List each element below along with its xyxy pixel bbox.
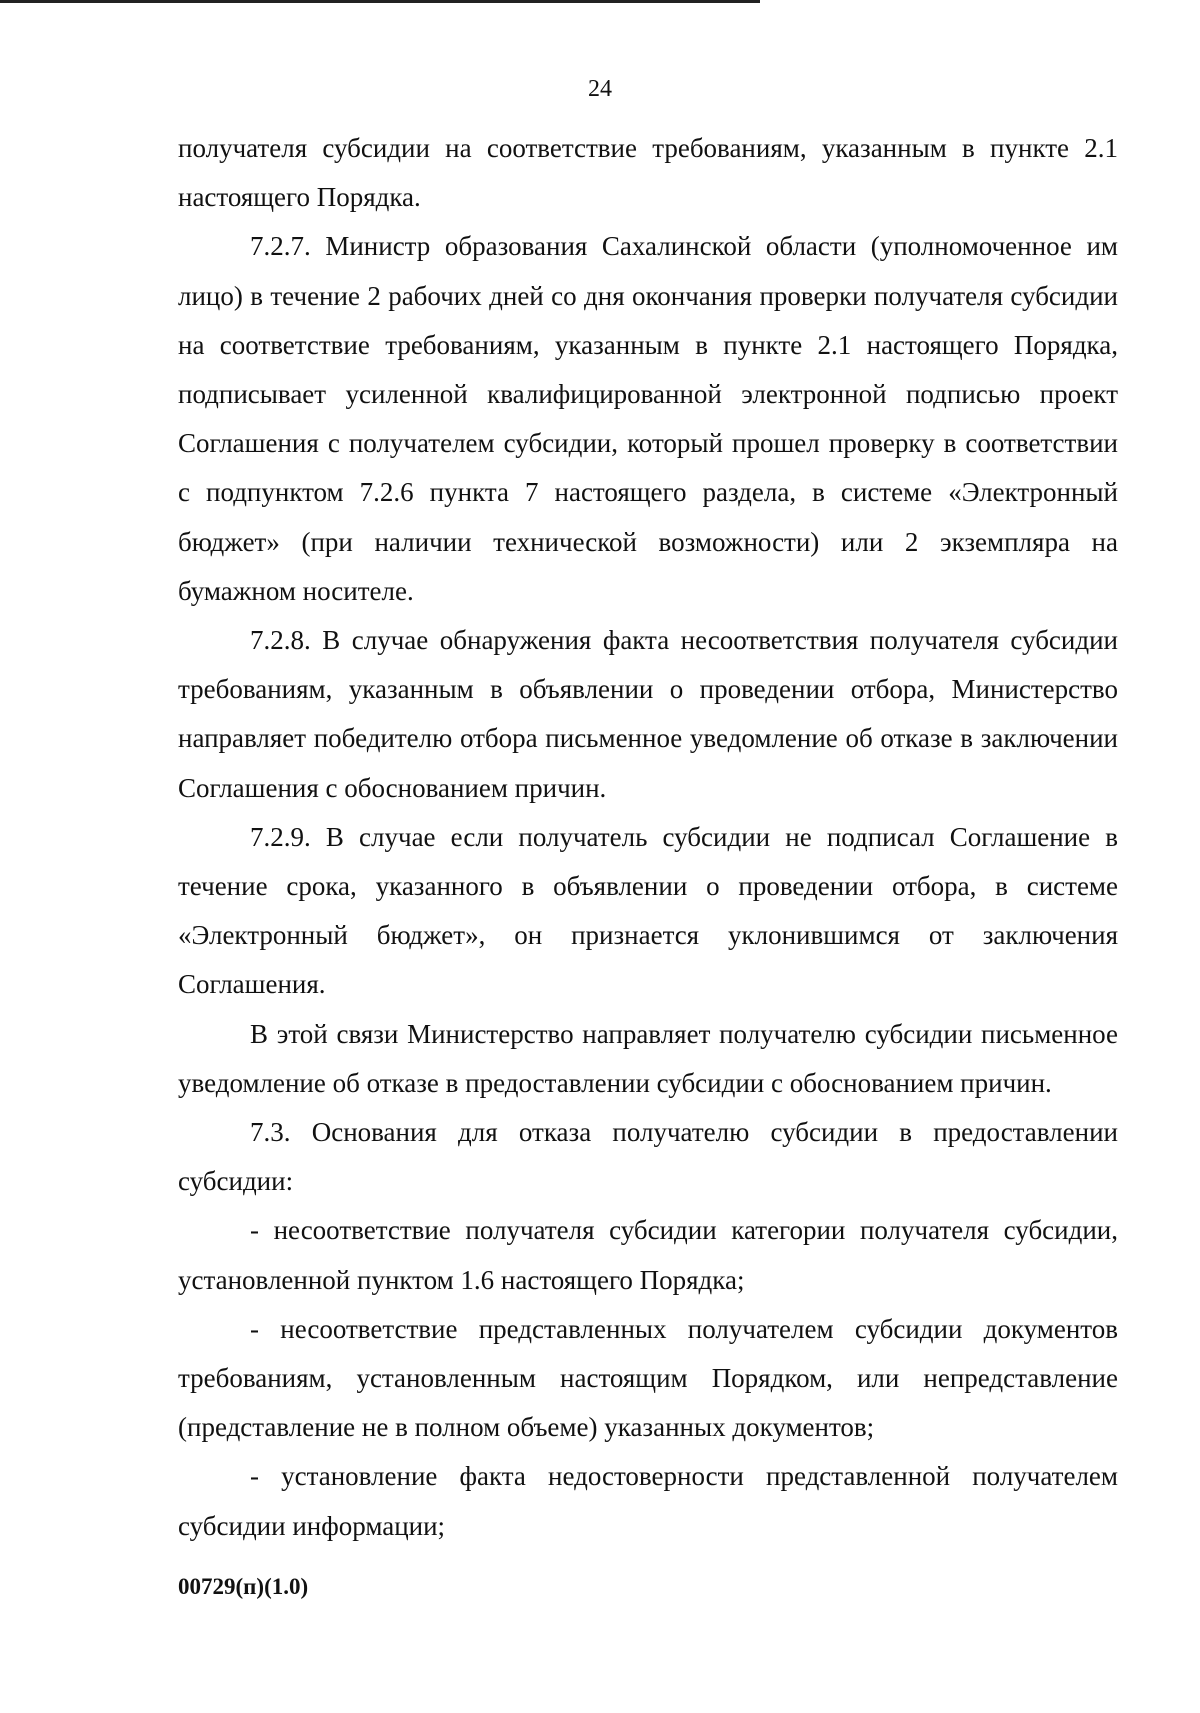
list-item-documents-mismatch: - несоответствие представленных получателем субсидии документов требованиям, установленным настоящим Порядком, или непредставление (представление не в полном объеме) указанных документов; — [178, 1313, 1118, 1443]
paragraph-continuation: получателя субсидии на соответствие требованиям, указанным в пункте 2.1 настоящего Порядка. — [178, 133, 1118, 213]
paragraph-7-2-7: 7.2.7. Министр образования Сахалинской области (уполномоченное им лицо) в течение 2 рабочих дней со дня окончания проверки получателя субсидии на соответствие требованиям, указанным в пункте 2.1 настоящего Порядка, подписывает усиленной квалифицированной электронной подписью проект Соглашения с получателем субсидии, который прошел проверку в соответствии с подпунктом 7.2.6 пункта 7 настоящего раздела, в системе «Электронный бюджет» (при наличии технической возможности) или 2 экземпляра на бумажном носителе. — [178, 231, 1118, 606]
document-code: 00729(п)(1.0) — [178, 1574, 309, 1599]
paragraph-7-2-8: 7.2.8. В случае обнаружения факта несоответствия получателя субсидии требованиям, указанным в объявлении о проведении отбора, Министерство направляет победителю отбора письменное уведомление об отказе в заключении Соглашения с обоснованием причин. — [178, 625, 1118, 803]
paragraph-7-3: 7.3. Основания для отказа получателю субсидии в предоставлении субсидии: — [178, 1117, 1118, 1197]
paragraph-7-2-9: 7.2.9. В случае если получатель субсидии не подписал Соглашение в течение срока, указанного в объявлении о проведении отбора, в системе «Электронный бюджет», он признается уклонившимся от заключения Соглашения. — [178, 821, 1118, 1000]
list-item-unreliable-info: - установление факта недостоверности представленной получателем субсидии информации; — [178, 1461, 1118, 1541]
paragraph-refusal-notice: В этой связи Министерство направляет получателю субсидии письменное уведомление об отказе в предоставлении субсидии с обоснованием причин. — [178, 1018, 1118, 1098]
document-body — [178, 124, 1118, 1551]
top-rule — [0, 0, 760, 3]
page-number: 24 — [588, 76, 612, 102]
list-item-category-mismatch: - несоответствие получателя субсидии категории получателя субсидии, установленной пунктом 1.6 настоящего Порядка; — [178, 1215, 1118, 1295]
